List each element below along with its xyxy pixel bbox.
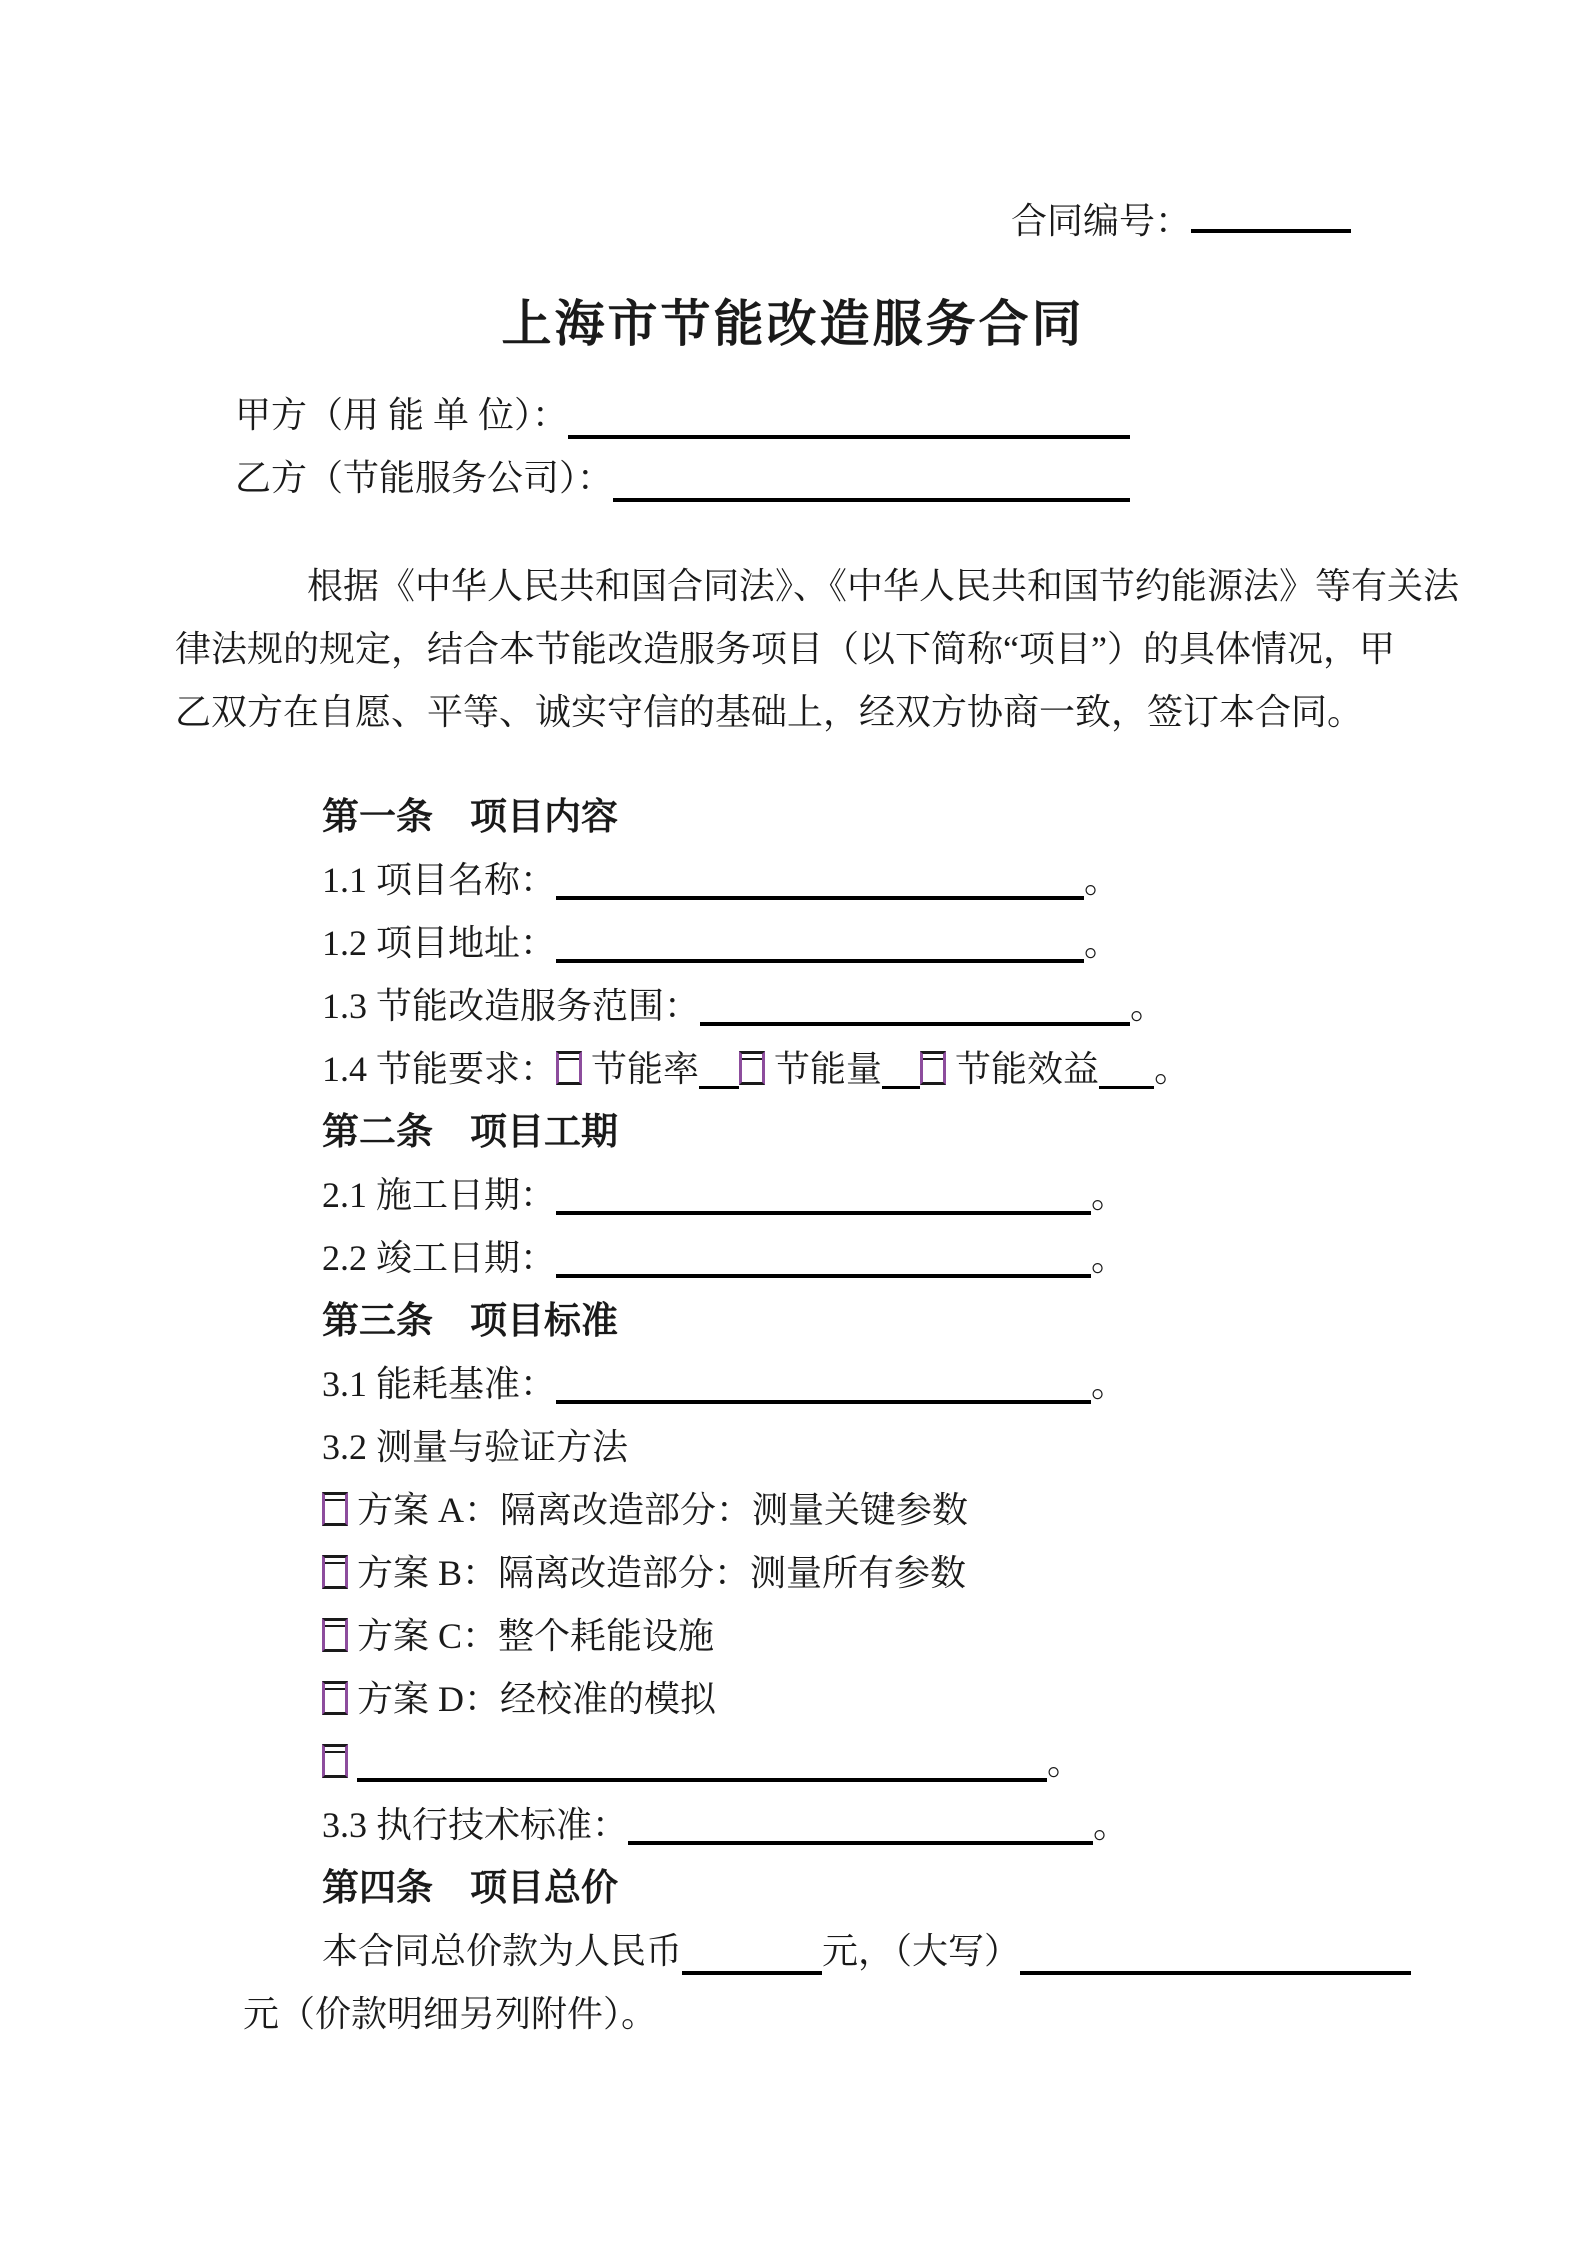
item-3-2-label: 3.2 测量与验证方法 — [322, 1427, 629, 1467]
plan-b-checkbox[interactable] — [322, 1555, 348, 1589]
party-a-row — [235, 384, 1130, 447]
technical-standard-blank[interactable] — [628, 1831, 1093, 1845]
parties-block — [175, 384, 1411, 510]
item-1-4-row — [322, 1038, 1411, 1101]
item-2-1-label: 2.1 施工日期： — [322, 1175, 557, 1215]
total-price-amount-blank[interactable] — [682, 1971, 822, 1975]
saving-rate-label: 节能率 — [591, 1049, 700, 1089]
full-stop: 。 — [1084, 860, 1121, 900]
party-b-blank[interactable] — [613, 498, 1130, 502]
contract-number-label: 合同编号： — [1010, 201, 1191, 241]
preamble-line-1: 根据《中华人民共和国合同法》、《中华人民共和国节约能源法》等有关法 — [307, 566, 1460, 606]
plan-d-checkbox[interactable] — [322, 1681, 348, 1715]
plan-d-label: 方案 D：经校准的模拟 — [357, 1679, 716, 1719]
full-stop: 。 — [1047, 1742, 1084, 1782]
item-1-1-row — [322, 849, 1411, 912]
item-3-2-row — [322, 1416, 1411, 1479]
preamble — [175, 555, 1460, 744]
article-3-heading: 第三条 项目标准 — [322, 1301, 618, 1342]
saving-amount-blank[interactable] — [882, 1076, 920, 1089]
total-price-mid: 元，（大写） — [822, 1931, 1021, 1971]
plan-d-row — [322, 1668, 1411, 1731]
item-1-2-row — [322, 912, 1411, 975]
service-scope-blank[interactable] — [700, 1012, 1130, 1026]
item-1-3-row — [322, 975, 1411, 1038]
item-1-4-label: 1.4 节能要求： — [322, 1049, 557, 1089]
contract-number-row — [175, 190, 1411, 253]
item-3-1-row — [322, 1353, 1411, 1416]
plan-other-checkbox[interactable] — [322, 1744, 348, 1778]
item-3-3-row — [322, 1794, 1411, 1857]
plan-a-label: 方案 A：隔离改造部分：测量关键参数 — [357, 1490, 968, 1530]
plan-a-row — [322, 1479, 1411, 1542]
total-price-prefix: 本合同总价款为人民币 — [322, 1931, 683, 1971]
project-address-blank[interactable] — [556, 949, 1084, 963]
articles — [175, 786, 1411, 2046]
saving-benefit-checkbox[interactable] — [920, 1051, 946, 1085]
total-price-caps-blank[interactable] — [1020, 1971, 1411, 1975]
item-1-3-label: 1.3 节能改造服务范围： — [322, 986, 701, 1026]
plan-other-row — [322, 1731, 1411, 1794]
full-stop: 。 — [1084, 923, 1121, 963]
item-3-1-label: 3.1 能耗基准： — [322, 1364, 557, 1404]
contract-number-blank[interactable] — [1191, 219, 1351, 233]
full-stop: 。 — [1093, 1805, 1130, 1845]
item-2-2-label: 2.2 竣工日期： — [322, 1238, 557, 1278]
item-2-2-row — [322, 1227, 1411, 1290]
project-name-blank[interactable] — [556, 886, 1084, 900]
full-stop: 。 — [1154, 1049, 1191, 1089]
plan-c-label: 方案 C：整个耗能设施 — [357, 1616, 715, 1656]
full-stop: 。 — [1091, 1364, 1128, 1404]
saving-rate-blank[interactable] — [699, 1076, 739, 1089]
item-1-1-label: 1.1 项目名称： — [322, 860, 557, 900]
preamble-line-2: 律法规的规定，结合本节能改造服务项目（以下简称“项目”）的具体情况，甲 — [175, 629, 1395, 669]
plan-a-checkbox[interactable] — [322, 1492, 348, 1526]
article-2-heading: 第二条 项目工期 — [322, 1112, 618, 1153]
start-date-blank[interactable] — [556, 1201, 1091, 1215]
item-1-2-label: 1.2 项目地址： — [322, 923, 557, 963]
document-title: 上海市节能改造服务合同 — [501, 296, 1085, 352]
saving-amount-checkbox[interactable] — [739, 1051, 765, 1085]
party-b-label: 乙方（节能服务公司）： — [235, 458, 614, 498]
saving-rate-checkbox[interactable] — [556, 1051, 582, 1085]
plan-b-label: 方案 B：隔离改造部分：测量所有参数 — [357, 1553, 967, 1593]
article-1-heading: 第一条 项目内容 — [322, 797, 618, 838]
saving-benefit-blank[interactable] — [1099, 1076, 1154, 1089]
energy-baseline-blank[interactable] — [556, 1390, 1091, 1404]
plan-c-row — [322, 1605, 1411, 1668]
plan-c-checkbox[interactable] — [322, 1618, 348, 1652]
article-4-heading: 第四条 项目总价 — [322, 1868, 618, 1909]
full-stop: 。 — [1130, 986, 1167, 1026]
party-a-label: 甲方（用 能 单 位）： — [235, 395, 569, 435]
full-stop: 。 — [1091, 1238, 1128, 1278]
party-a-blank[interactable] — [568, 435, 1130, 439]
saving-benefit-label: 节能效益 — [955, 1049, 1100, 1089]
item-2-1-row — [322, 1164, 1411, 1227]
total-price-continuation: 元（价款明细另列附件）。 — [243, 1994, 658, 2034]
party-b-row — [235, 447, 1130, 510]
plan-b-row — [322, 1542, 1411, 1605]
total-price-row — [322, 1920, 1411, 1983]
preamble-line-3: 乙双方在自愿、平等、诚实守信的基础上，经双方协商一致，签订本合同。 — [175, 692, 1364, 732]
plan-other-blank[interactable] — [357, 1768, 1047, 1782]
saving-amount-label: 节能量 — [774, 1049, 883, 1089]
full-stop: 。 — [1091, 1175, 1128, 1215]
item-3-3-label: 3.3 执行技术标准： — [322, 1805, 629, 1845]
completion-date-blank[interactable] — [556, 1264, 1091, 1278]
